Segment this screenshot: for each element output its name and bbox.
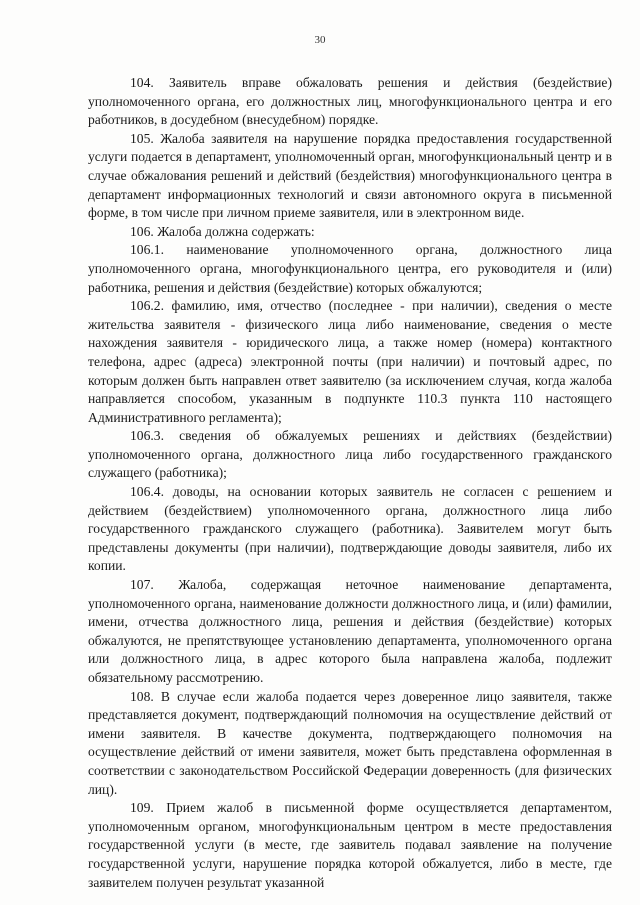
- paragraph-104: 104. Заявитель вправе обжаловать решения и действия (бездействие) уполномоченного органа, его должностных лиц, многофункционального центра и его работников, в досудебном (внесудебном) порядке.: [88, 75, 612, 128]
- paragraph-106-1: 106.1. наименование уполномоченного органа, должностного лица уполномоченного органа, многофункционального центра, его руководителя и (или) работника, решения и действия (бездействие) которых обжалуются;: [88, 242, 612, 295]
- paragraph-108: 108. В случае если жалоба подается через доверенное лицо заявителя, также представляется документ, подтверждающий полномочия на осуществление действий от имени заявителя. В качестве документа, подтверждающего полномочия на осуществление действий от имени заявителя, может быть представлена оформленная в соответствии с законодательством Российской Федерации доверенность (для физических лиц).: [88, 688, 612, 797]
- document-body: [88, 74, 612, 892]
- paragraph-106-4: 106.4. доводы, на основании которых заявитель не согласен с решением и действием (бездействием) уполномоченного органа, должностного лица либо государственного гражданского служащего (работника). Заявителем могут быть представлены документы (при наличии), подтверждающие доводы заявителя, либо их копии.: [88, 484, 612, 574]
- paragraph-107: 107. Жалоба, содержащая неточное наименование департамента, уполномоченного органа, наименование должности должностного лица, и (или) фамилии, имени, отчества должностного лица, решения и действия (бездействие) которых обжалуются, не препятствующее установлению департамента, уполномоченного органа или должностного лица, в адрес которого была направлена жалоба, подлежит обязательному рассмотрению.: [88, 577, 612, 685]
- paragraph-106-2: 106.2. фамилию, имя, отчество (последнее - при наличии), сведения о месте жительства заявителя - физического лица либо наименование, сведения о месте нахождения заявителя - юридического лица, а также номер (номера) контактного телефона, адрес (адреса) электронной почты (при наличии) и почтовый адрес, по которым должен быть направлен ответ заявителю (за исключением случая, когда жалоба направляется способом, указанным в подпункте 110.3 пункта 110 настоящего Административного регламента);: [88, 298, 612, 425]
- paragraph-105: 105. Жалоба заявителя на нарушение порядка предоставления государственной услуги подается в департамент, уполномоченный орган, многофункциональный центр и в случае обжалования решений и действий (бездействия) многофункционального центра в департамент информационных технологий и связи автономного округа в письменной форме, в том числе при личном приеме заявителя, или в электронном виде.: [88, 130, 612, 221]
- paragraph-106: 106. Жалоба должна содержать:: [130, 223, 315, 239]
- page-number: 30: [314, 34, 326, 46]
- paragraph-106-3: 106.3. сведения об обжалуемых решениях и действиях (бездействии) уполномоченного органа, должностного лица либо государственного гражданского служащего (работника);: [88, 428, 612, 481]
- paragraph-109: 109. Прием жалоб в письменной форме осуществляется департаментом, уполномоченным органом, многофункциональным центром в месте предоставления государственной услуги (в месте, где заявитель подавал заявление на получение государственной услуги, нарушение порядка которой обжалуется, либо в месте, где заявителем получен результат указанной: [88, 800, 612, 890]
